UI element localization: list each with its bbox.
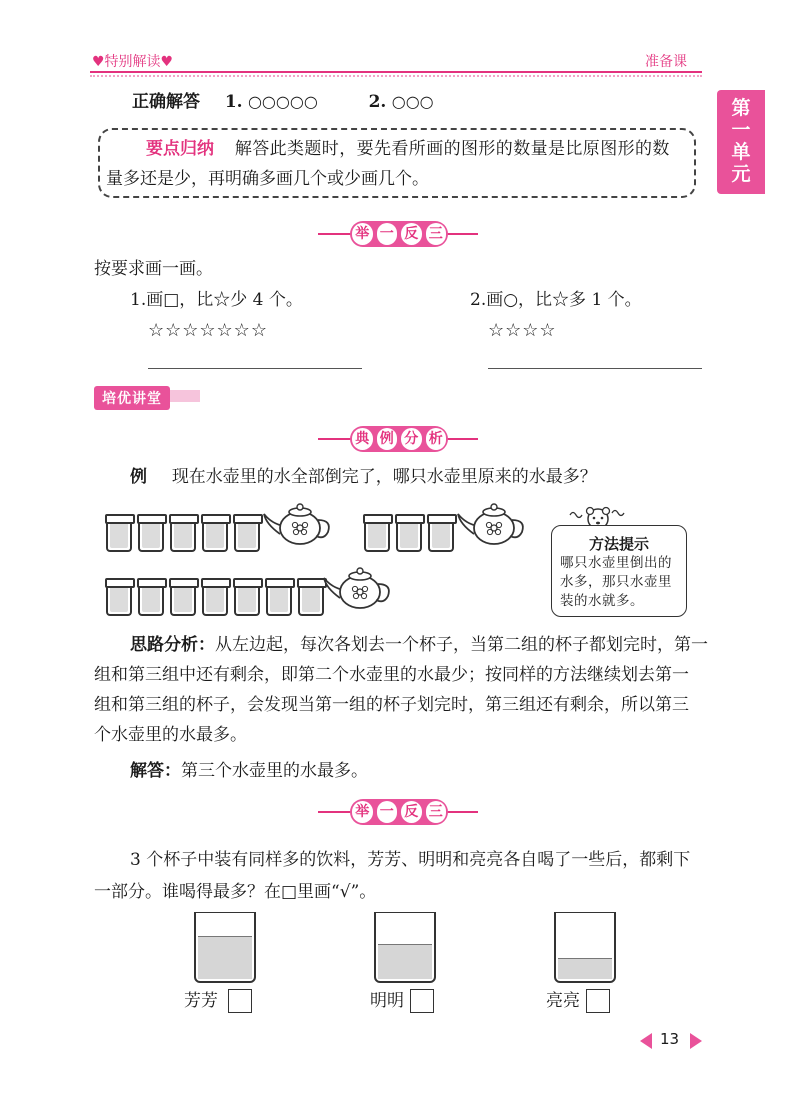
banner-char: 分: [401, 428, 422, 450]
exercise-2-line-1: 3 个杯子中装有同样多的饮料，芳芳、明明和亮亮各自喝了一些后，都剩下: [130, 850, 691, 870]
page-number: 13: [660, 1030, 680, 1048]
name-1-label: 芳芳: [184, 991, 218, 1011]
unit-side-tab: [717, 90, 765, 194]
cup-icon: [234, 582, 260, 616]
banner-char: 例: [377, 428, 398, 450]
banner-char: 举: [352, 223, 373, 245]
key-point-label: 要点归纳: [146, 139, 214, 159]
cup-icon: [170, 518, 196, 552]
check-box-3[interactable]: [586, 989, 610, 1013]
cup-icon: [138, 582, 164, 616]
key-point-text-1: 解答此类题时，要先看所画的图形的数量是比原图形的数: [234, 139, 670, 159]
cup-icon: [202, 518, 228, 552]
correct-answer-row: [132, 87, 434, 117]
header-left-label: ♥特别解读♥: [92, 54, 174, 70]
cup-icon: [298, 582, 324, 616]
exercise-1-q2-stars: ☆☆☆☆: [488, 320, 557, 341]
header-right-label: 准备课: [645, 54, 687, 70]
example-question-text: 现在水壶里的水全部倒完了，哪只水壶里原来的水最多？: [171, 467, 597, 487]
analysis-line-2: 组和第三组中还有剩余，即第二个水壶里的水最少；按同样的方法继续划去第一: [94, 665, 689, 685]
name-3-label: 亮亮: [546, 991, 580, 1011]
side-tab-char: 单: [731, 141, 751, 163]
next-page-arrow-icon: [690, 1033, 702, 1049]
answer-1-number: 1.: [224, 92, 243, 112]
banner-char: 典: [352, 428, 373, 450]
kettle-icon: [262, 498, 334, 548]
example-question: [130, 462, 597, 492]
side-tab-char: 元: [731, 163, 751, 185]
analysis-line-4: 个水壶里的水最多。: [94, 725, 247, 745]
cup-icon: [202, 582, 228, 616]
cup-1-water-level: [198, 936, 252, 979]
exercise-1-q1-stars: ☆☆☆☆☆☆☆: [148, 320, 268, 341]
cup-icon: [138, 518, 164, 552]
banner-char: 一: [377, 801, 398, 823]
answer-line: [130, 756, 368, 786]
answer-1-circles: ○○○○○: [247, 92, 318, 111]
drink-cup-3: [554, 912, 616, 983]
drink-cup-2: [374, 912, 436, 983]
cup-3-water-level: [558, 958, 612, 979]
side-tab-char: 一: [731, 119, 751, 141]
answer-2-circles: ○○○: [391, 92, 434, 111]
correct-answer-label: 正确解答: [132, 92, 200, 112]
check-box-2[interactable]: [410, 989, 434, 1013]
exercise-1-q2: 2.画○，比☆多 1 个。: [470, 290, 642, 310]
cup-group-1: [104, 514, 264, 554]
exercise-1-q1-answer-line[interactable]: [148, 368, 362, 369]
exercise-2-line-2: 一部分。谁喝得最多？在□里画“√”。: [94, 882, 377, 902]
banner-practice-1: [318, 219, 478, 249]
banner-example-analysis: [318, 424, 478, 454]
hint-title: 方法提示: [588, 535, 649, 553]
page-number-block: [640, 1030, 710, 1052]
drink-cup-1: [194, 912, 256, 983]
banner-practice-2: [318, 797, 478, 827]
analysis-label: 思路分析：: [130, 635, 215, 655]
header-rule-dots: [90, 75, 702, 77]
example-label: 例: [130, 467, 147, 487]
cup-icon: [364, 518, 390, 552]
cup-group-2: [362, 514, 462, 554]
analysis-line-1: [130, 630, 710, 660]
analysis-line-3: 组和第三组的杯子，会发现当第一组的杯子划完时，第三组还有剩余，所以第三: [94, 695, 689, 715]
side-tab-char: 第: [731, 97, 751, 119]
key-point-line-2: 量多还是少，再明确多画几个或少画几个。: [106, 169, 429, 189]
banner-char: 一: [377, 223, 398, 245]
kettle-icon: [322, 562, 394, 612]
cup-icon: [170, 582, 196, 616]
cup-2-water-level: [378, 944, 432, 979]
cup-icon: [396, 518, 422, 552]
name-2-label: 明明: [370, 991, 404, 1011]
exercise-1-q1: 1.画□，比☆少 4 个。: [130, 290, 303, 310]
exercise-1-q2-answer-line[interactable]: [488, 368, 702, 369]
hint-text: 哪只水壶里倒出的水多，那只水壶里装的水就多。: [560, 555, 672, 609]
prev-page-arrow-icon: [640, 1033, 652, 1049]
banner-char: 析: [426, 428, 447, 450]
section-tag: 培优讲堂: [94, 386, 170, 410]
answer-2-number: 2.: [368, 92, 387, 112]
banner-char: 举: [352, 801, 373, 823]
cup-icon: [266, 582, 292, 616]
banner-char: 三: [426, 223, 447, 245]
banner-char: 反: [401, 223, 422, 245]
cup-icon: [106, 582, 132, 616]
exercise-1-instruction: 按要求画一画。: [94, 259, 213, 279]
key-point-line-1: [146, 134, 691, 164]
cup-icon: [106, 518, 132, 552]
kettle-icon: [456, 498, 528, 548]
analysis-text-1: 从左边起，每次各划去一个杯子，当第二组的杯子都划完时，第一: [215, 635, 708, 655]
answer-label: 解答：: [130, 761, 181, 781]
cup-icon: [234, 518, 260, 552]
check-box-1[interactable]: [228, 989, 252, 1013]
header-rule: [90, 71, 702, 73]
banner-char: 反: [401, 801, 422, 823]
cup-group-3: [104, 578, 334, 618]
banner-char: 三: [426, 801, 447, 823]
cup-icon: [428, 518, 454, 552]
answer-text: 第三个水壶里的水最多。: [181, 761, 368, 781]
